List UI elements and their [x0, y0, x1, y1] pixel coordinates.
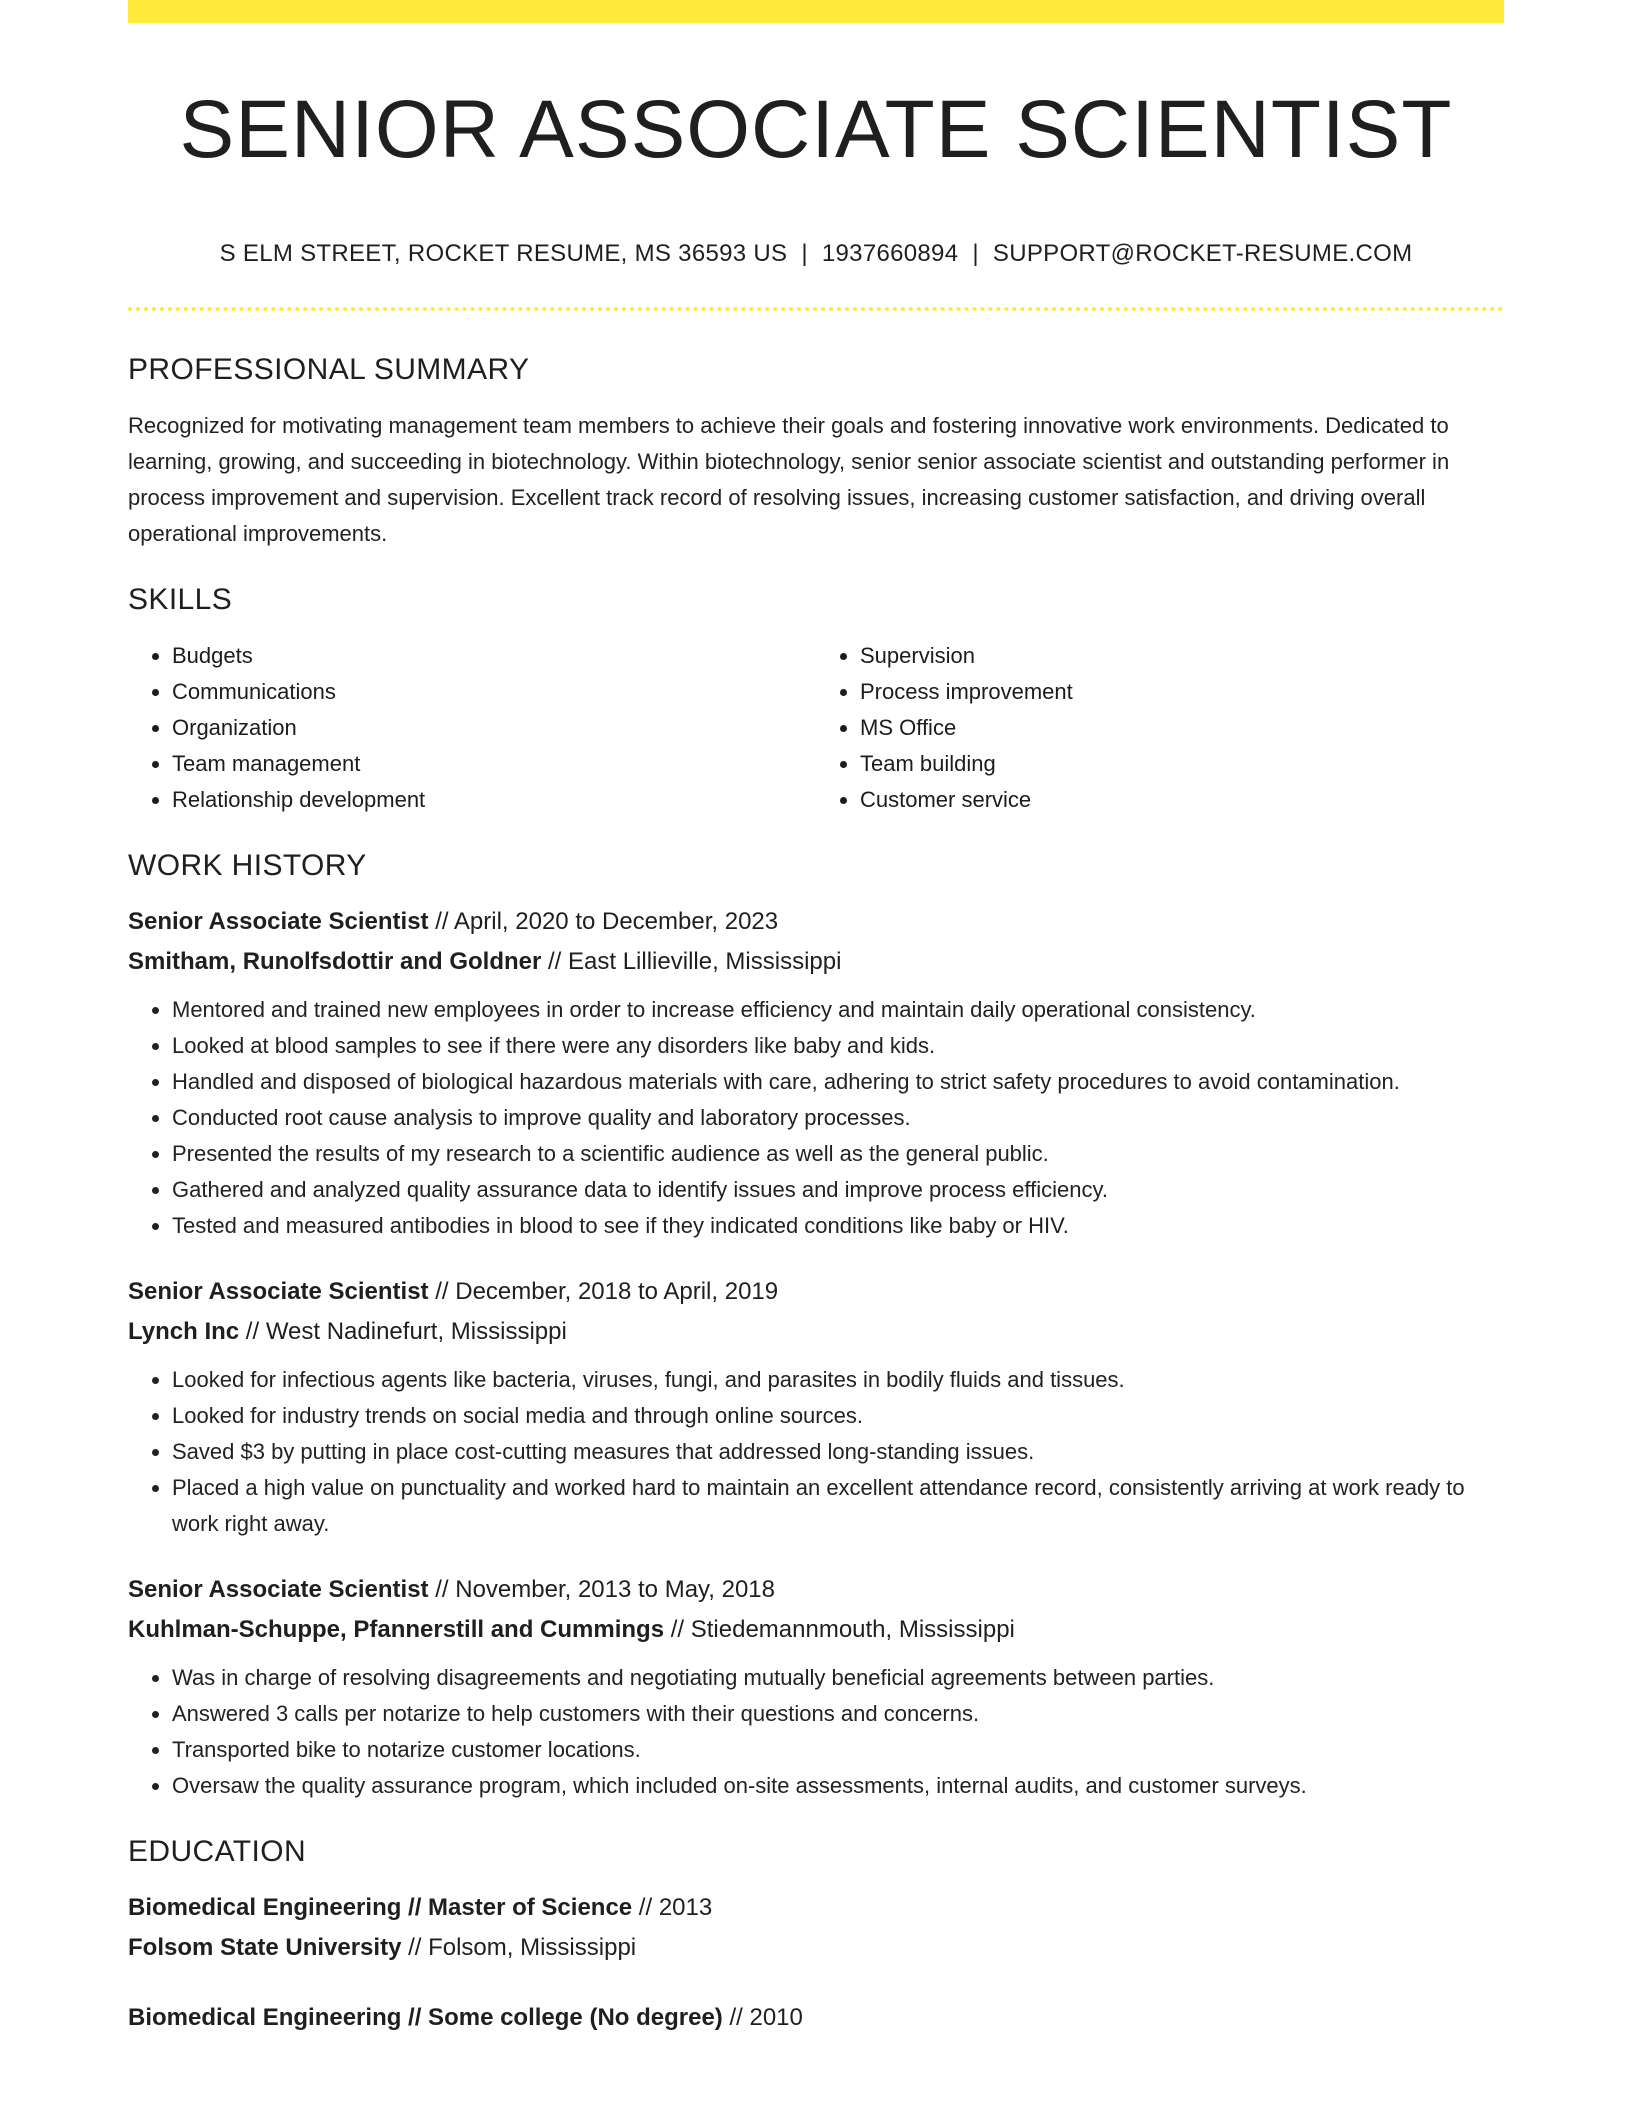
work-heading: WORK HISTORY [128, 849, 367, 882]
job-location: // East Lillieville, Mississippi [541, 948, 842, 975]
duty-item: • Transported bike to notarize customer locations. [172, 1732, 1504, 1768]
duty-item: • Gathered and analyzed quality assurance data to identify issues and improve process efficiency. [172, 1172, 1504, 1208]
job-title: Senior Associate Scientist [128, 1278, 429, 1305]
contact-line [128, 238, 1504, 270]
job-location: // West Nadinefurt, Mississippi [239, 1318, 567, 1345]
education-entry [128, 1888, 1504, 1968]
education-degree: Biomedical Engineering // Master of Science [128, 1894, 633, 1921]
resume-title: SENIOR ASSOCIATE SCIENTIST [179, 84, 1453, 175]
skills-columns [128, 638, 1504, 818]
duty-item: • Handled and disposed of biological hazardous materials with care, adhering to strict safety procedures to avoid contamination. [172, 1064, 1504, 1100]
education-school: Folsom State University [128, 1934, 402, 1961]
job-duties [128, 1660, 1504, 1804]
job-company: Lynch Inc [128, 1318, 240, 1345]
contact-address: S ELM STREET, ROCKET RESUME, MS 36593 US [219, 240, 788, 267]
duty-item: • Placed a high value on punctuality and worked hard to maintain an excellent attendance record, consistently arriving at work ready to work right away. [172, 1470, 1504, 1542]
contact-separator: | [801, 240, 808, 267]
skills-right-list [816, 638, 1504, 818]
job-title-line [128, 902, 1504, 942]
summary-text: Recognized for motivating management team members to achieve their goals and fostering innovative work environments. Dedicated to learning, growing, and succeeding in biotechnology. Within biotechnology, senior senior associate scientist and outstanding performer in process improvement and supervision. Excellent track record of resolving issues, increasing customer satisfaction, and driving overall operational improvements. [128, 413, 1450, 546]
education-entry [128, 1998, 1504, 2038]
dotted-divider [128, 307, 1504, 311]
duty-item: • Conducted root cause analysis to improve quality and laboratory processes. [172, 1100, 1504, 1136]
main-sections [128, 350, 1504, 2038]
job-entry [128, 902, 1504, 1244]
duty-item: • Was in charge of resolving disagreements and negotiating mutually beneficial agreements between parties. [172, 1660, 1504, 1696]
job-title-line [128, 1570, 1504, 1610]
job-entry [128, 1272, 1504, 1542]
job-location: // Stiedemannmouth, Mississippi [664, 1616, 1015, 1643]
job-company: Kuhlman-Schuppe, Pfannerstill and Cummings [128, 1616, 665, 1643]
job-dates: // April, 2020 to December, 2023 [428, 908, 779, 935]
education-location: // Folsom, Mississippi [401, 1934, 637, 1961]
duty-item: • Looked for infectious agents like bacteria, viruses, fungi, and parasites in bodily fluids and tissues. [172, 1362, 1504, 1398]
contact-separator: | [972, 240, 979, 267]
skill-item: • Communications [172, 674, 816, 710]
skill-item: • Organization [172, 710, 816, 746]
education-school-line [128, 1928, 1504, 1968]
duty-item: • Saved $3 by putting in place cost-cutting measures that addressed long-standing issues. [172, 1434, 1504, 1470]
skill-item: • Team building [860, 746, 1504, 782]
duty-item: • Tested and measured antibodies in blood to see if they indicated conditions like baby or HIV. [172, 1208, 1504, 1244]
skill-item: • Budgets [172, 638, 816, 674]
education-degree-line [128, 1888, 1504, 1928]
duty-item: • Mentored and trained new employees in order to increase efficiency and maintain daily operational consistency. [172, 992, 1504, 1028]
duty-item: • Answered 3 calls per notarize to help customers with their questions and concerns. [172, 1696, 1504, 1732]
duty-item: • Looked for industry trends on social media and through online sources. [172, 1398, 1504, 1434]
job-dates: // December, 2018 to April, 2019 [428, 1278, 779, 1305]
education-degree: Biomedical Engineering // Some college (No degree) [128, 2004, 723, 2031]
job-company: Smitham, Runolfsdottir and Goldner [128, 948, 542, 975]
education-year: // 2010 [722, 2004, 803, 2031]
contact-email: SUPPORT@ROCKET-RESUME.COM [992, 240, 1413, 267]
job-title: Senior Associate Scientist [128, 908, 429, 935]
job-duties [128, 992, 1504, 1244]
skill-item: • Team management [172, 746, 816, 782]
work-section [128, 846, 1504, 1804]
accent-top-bar [128, 0, 1504, 23]
education-heading: EDUCATION [128, 1835, 307, 1868]
skills-section [128, 580, 1504, 818]
summary-section [128, 350, 1504, 552]
duty-item: • Presented the results of my research to a scientific audience as well as the general public. [172, 1136, 1504, 1172]
job-title: Senior Associate Scientist [128, 1576, 429, 1603]
education-section [128, 1832, 1504, 2038]
duty-item: • Looked at blood samples to see if there were any disorders like baby and kids. [172, 1028, 1504, 1064]
education-year: // 2013 [632, 1894, 713, 1921]
job-company-line [128, 1610, 1504, 1650]
summary-heading: PROFESSIONAL SUMMARY [128, 353, 530, 386]
job-duties [128, 1362, 1504, 1542]
skill-item: • Supervision [860, 638, 1504, 674]
job-dates: // November, 2013 to May, 2018 [428, 1576, 775, 1603]
job-company-line [128, 1312, 1504, 1352]
skill-item: • MS Office [860, 710, 1504, 746]
job-title-line [128, 1272, 1504, 1312]
education-degree-line [128, 1998, 1504, 2038]
job-entry [128, 1570, 1504, 1804]
skill-item: • Relationship development [172, 782, 816, 818]
skills-left-list [128, 638, 816, 818]
skills-heading: SKILLS [128, 583, 233, 616]
duty-item: • Oversaw the quality assurance program, which included on-site assessments, internal audits, and customer surveys. [172, 1768, 1504, 1804]
job-company-line [128, 942, 1504, 982]
skill-item: • Process improvement [860, 674, 1504, 710]
skill-item: • Customer service [860, 782, 1504, 818]
contact-phone: 1937660894 [821, 240, 959, 267]
